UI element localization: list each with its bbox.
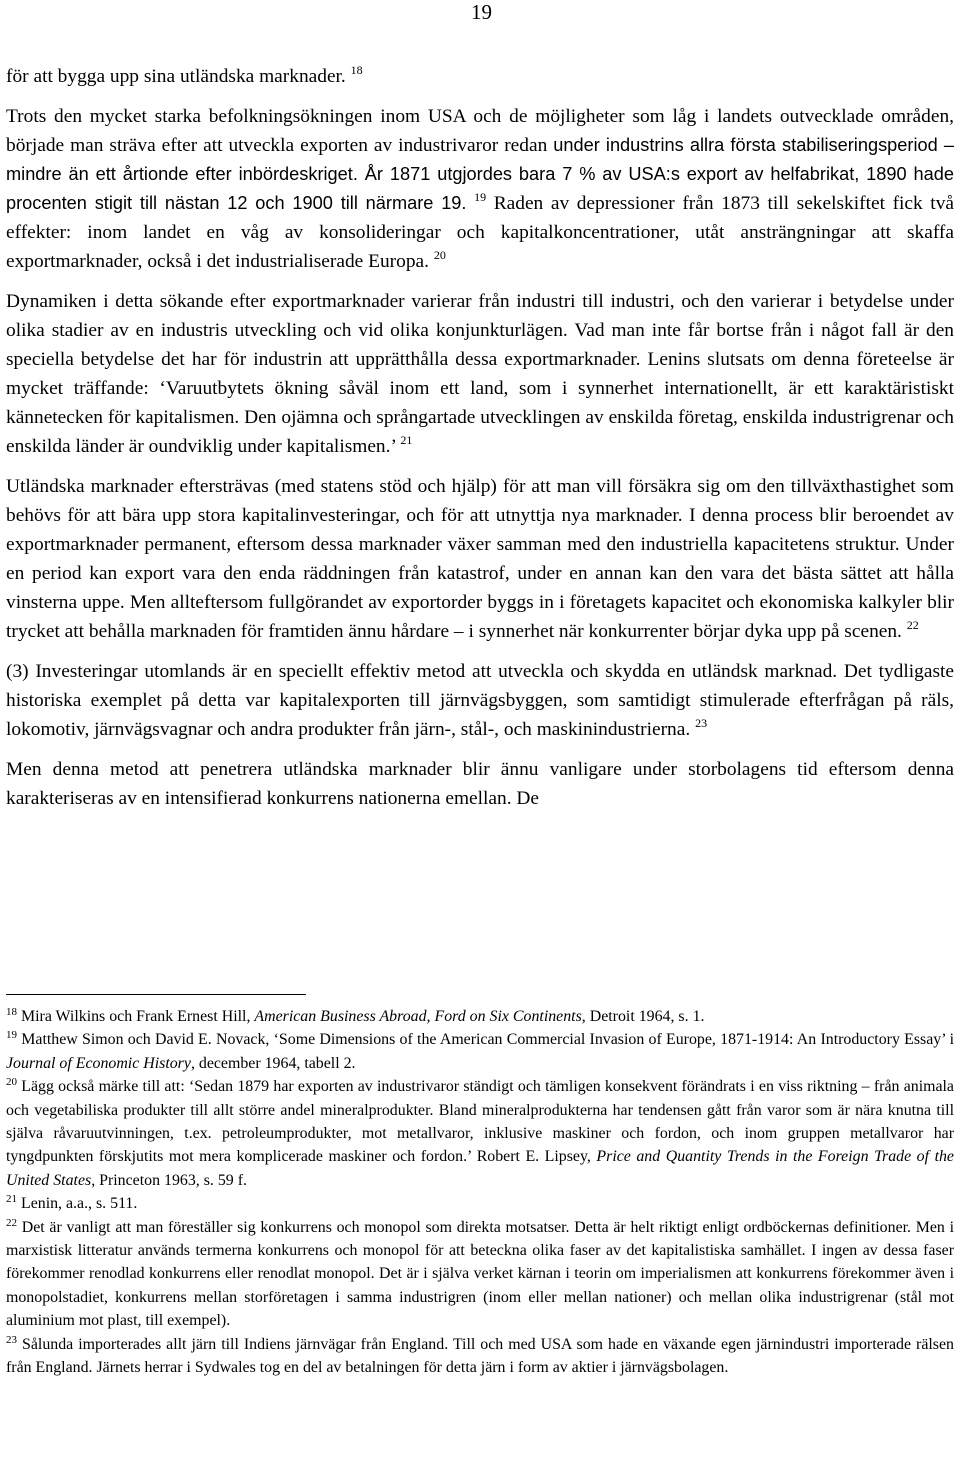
paragraph-1-text-a: Trots den mycket starka befolkningsökningen inom USA och de möjligheter som låg i landets outvecklade områden, började man sträva efter att utveckla exporten av industrivaror redan — [6, 106, 954, 156]
footnote-number: 22 — [6, 1216, 17, 1229]
paragraph-4 — [6, 657, 954, 744]
footnote-text: Sålunda importerades allt järn till Indiens järnvägar från England. Till och med USA som hade en växande egen järnindustri importerade rälsen från England. Järnets herrar i Sydwales tog en del av betalningen för detta järn i form av aktier i järnvägsbolagen. — [6, 1335, 954, 1377]
paragraph-1-text-b: under industrins allra första stabiliseringsperiod – mindre än ett årtionde efter inbördeskriget. År 1871 utgjordes bara 7 % av USA:s export av helfabrikat, 1890 hade procenten stigit till nästan 12 och 1900 till närmare 19. — [6, 135, 954, 213]
footnote-18 — [6, 1005, 954, 1028]
footnote-22 — [6, 1216, 954, 1333]
footnote-text: , december 1964, tabell 2. — [190, 1054, 356, 1072]
footnote-ref-22[interactable]: 22 — [906, 618, 919, 632]
footnote-text: Lenin, a.a., s. 511. — [20, 1195, 138, 1213]
footnote-21 — [6, 1192, 954, 1215]
paragraph-5-text: Men denna metod att penetrera utländska marknader blir ännu vanligare under storbolagens tid eftersom denna karakteriseras av en intensifierad konkurrens nationerna emellan. De — [6, 759, 954, 809]
paragraph-2 — [6, 287, 954, 461]
footnote-text: Lägg också märke till att: ‘Sedan 1879 har exporten av industrivaror ständigt och tämligen konsekvent förändrats i en viss riktning – från animala och vegetabiliska produkter till allt större andel mineralprodukter. Bland mineralprodukterna har tendensen gått från varor som är nära knutna till själva råvaruutvinningen, t.ex. petroleumprodukter, mot metallvaror, inklusive maskiner och fordon, och inom gruppen metallvaror har tyngdpunkten förskjutits mot mera komplicerade maskiner och fordon.’ Robert E. Lipsey, — [6, 1078, 954, 1166]
footnote-number: 23 — [6, 1333, 17, 1346]
paragraph-1-text-c: Raden av depressioner från 1873 till sekelskiftet fick två effekter: inom landet en våg av konsolideringar och kapitalkoncentrationer, utåt ansträngningar att skaffa exportmarknader, också i det industrialiserade Europa. — [6, 193, 954, 272]
footnote-text: , Princeton 1963, s. 59 f. — [91, 1171, 247, 1189]
footnote-23 — [6, 1333, 954, 1380]
footnotes — [6, 1005, 954, 1380]
footnote-20 — [6, 1075, 954, 1192]
footnote-ref-18[interactable]: 18 — [350, 63, 363, 77]
footnote-ref-20[interactable]: 20 — [433, 248, 446, 262]
paragraph-3 — [6, 472, 954, 646]
paragraph-5 — [6, 755, 954, 813]
footnote-19 — [6, 1028, 954, 1075]
footnote-title: Price and Quantity Trends in the Foreign Trade of the United States — [6, 1148, 954, 1189]
footnote-text: Matthew Simon och David E. Novack, ‘Some Dimensions of the American Commercial Invasion of Europe, 1871-1914: An Introductory Essay’ i — [21, 1031, 954, 1049]
body-text — [6, 62, 954, 824]
footnote-number: 20 — [6, 1076, 17, 1089]
footnote-number: 18 — [6, 1006, 17, 1018]
footnote-separator — [6, 994, 306, 995]
page-number: 19 — [471, 0, 492, 24]
footnote-ref-21[interactable]: 21 — [400, 433, 413, 447]
paragraph-1 — [6, 102, 954, 276]
paragraph-4-text: (3) Investeringar utomlands är en speciellt effektiv metod att utveckla och skydda en utländsk marknad. Det tydligaste historiska exemplet på detta var kapitalexporten till järnvägsbyggen, som samtidigt stimulerade efterfrågan på räls, lokomotiv, järnvägsvagnar och andra produkter från järn-, stål-, och maskinindustrierna. — [6, 661, 954, 740]
paragraph-2-text: Dynamiken i detta sökande efter exportmarknader varierar från industri till industri, och den varierar i betydelse under olika stadier av en industris utveckling och vid olika konjunkturlägen. Vad man inte får bortse från i något fall är den speciella betydelse det har för industrin att upprätthålla dessa exportmarknader. Lenins slutsats om denna företeelse är mycket träffande: ‘Varuutbytets ökning såväl inom ett land, som i synnerhet internationellt, är ett karaktäristiskt kännetecken för kapitalismen. Den ojämna och språngartade utvecklingen av enskilda företag, enskilda industrigrenar och enskilda länder är oundviklig under kapitalismen.’ — [6, 291, 954, 457]
footnote-title: Journal of Economic History — [6, 1054, 191, 1072]
footnote-title: American Business Abroad, Ford on Six Continents — [254, 1008, 582, 1025]
footnote-text: Det är vanligt att man föreställer sig konkurrens och monopol som direkta motsatser. Detta är helt riktigt enligt ordböckernas definitioner. Men i marxistisk litteratur används termerna konkurrens och monopol för att beteckna olika faser av det kapitalistiska samhället. I ingen av dessa faser förekommer renodlad konkurrens eller renodlat monopol. Det är i själva verket kärnan i teorin om imperialismen att konkurrens förekommer även i monopolstadiet, konkurrens mellan storföretagen i samma industrigren (inom eller mellan nationer) och mellan olika industrigrenar (stål mot aluminium mot plast, till exempel). — [6, 1218, 954, 1330]
paragraph-0-text: för att bygga upp sina utländska marknader. — [6, 66, 346, 87]
footnote-ref-19[interactable]: 19 — [474, 190, 487, 204]
footnote-text: , Detroit 1964, s. 1. — [581, 1008, 705, 1025]
paragraph-3-text: Utländska marknader eftersträvas (med statens stöd och hjälp) för att man vill försäkra sig om den tillväxthastighet som behövs för att bära upp stora kapitalinvesteringar, och för att utnyttja nya marknader. I denna process blir beroendet av exportmarknader permanent, eftersom dessa marknader växer samman med den industriella kapacitetens struktur. Under en period kan export vara den enda räddningen från katastrof, under en annan kan den vara det bästa sättet att hålla vinsterna uppe. Men allteftersom fullgörandet av exportorder byggs in i företagets kapacitet och ekonomiska kalkyler blir trycket att behålla marknaden för framtiden ännu hårdare – i synnerhet när konkurrenter börjar dyka upp på scenen. — [6, 476, 954, 642]
footnote-ref-23[interactable]: 23 — [695, 716, 708, 730]
footnote-text: Mira Wilkins och Frank Ernest Hill, — [20, 1008, 251, 1025]
footnote-number: 21 — [6, 1193, 17, 1206]
paragraph-0 — [6, 62, 954, 91]
footnote-number: 19 — [6, 1029, 17, 1042]
